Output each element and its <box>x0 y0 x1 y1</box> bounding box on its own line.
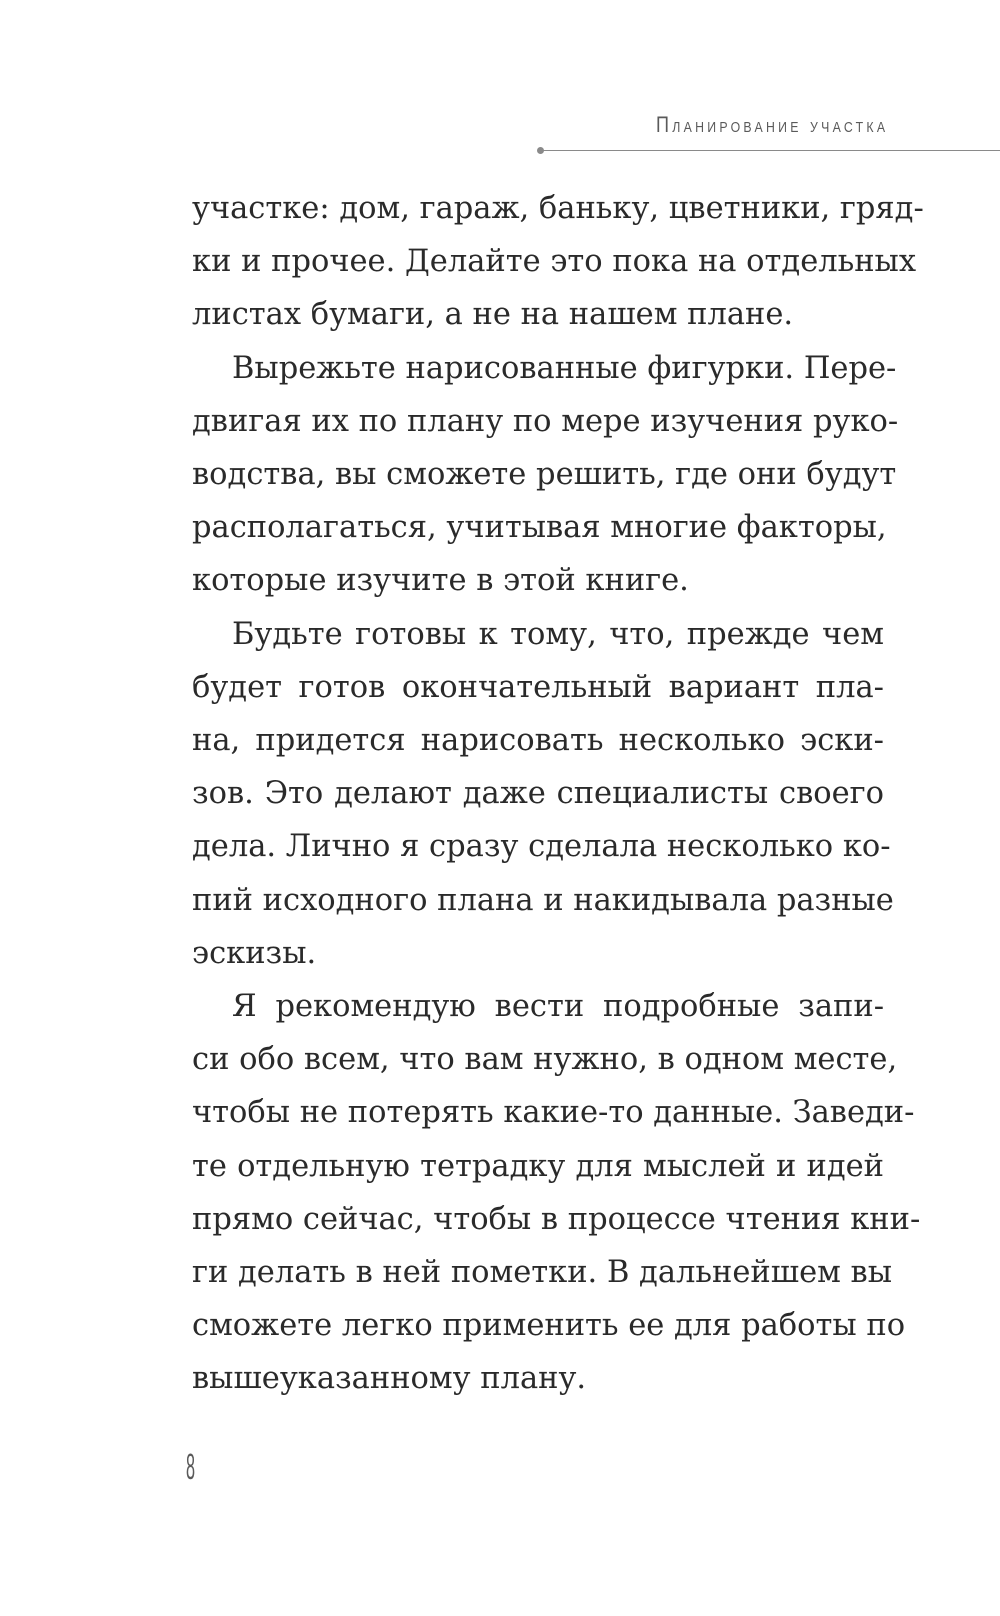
text-line: те отдельную тетрадку для мыслей и идей <box>192 1148 884 1184</box>
paragraph <box>192 608 894 980</box>
text-line: прямо сейчас, чтобы в процессе чтения кни- <box>192 1201 921 1237</box>
text-line: эскизы. <box>192 935 317 971</box>
text-line: двигая их по плану по мере изучения руко- <box>192 403 899 439</box>
text-line: вышеуказанному плану. <box>192 1361 587 1397</box>
text-line: Будьте готовы к тому, что, прежде чем <box>232 616 884 652</box>
text-line: ги делать в ней пометки. В дальнейшем вы <box>192 1255 892 1291</box>
text-line: располагаться, учитывая многие факторы, <box>192 510 887 546</box>
text-line: Я рекомендую вести подробные запи- <box>232 989 884 1025</box>
text-line: которые изучите в этой книге. <box>192 563 689 599</box>
paragraph <box>192 980 921 1406</box>
body-text <box>192 182 924 1406</box>
paragraph <box>192 182 924 342</box>
text-line: участке: дом, гараж, баньку, цветники, гряд- <box>192 191 924 226</box>
paragraph <box>192 342 899 608</box>
text-line: пий исходного плана и накидывала разные <box>192 882 894 918</box>
text-line: дела. Лично я сразу сделала несколько ко- <box>192 829 891 865</box>
header-rule <box>541 150 1000 151</box>
running-header-title: Планирование участка <box>655 112 888 137</box>
text-line: Вырежьте нарисованные фигурки. Пере- <box>232 350 897 386</box>
page-number: 8 <box>186 1446 196 1487</box>
text-line: си обо всем, что вам нужно, в одном месте, <box>192 1042 898 1078</box>
text-line: чтобы не потерять какие-то данные. Заведи- <box>192 1095 915 1131</box>
text-line: сможете легко применить ее для работы по <box>192 1308 906 1344</box>
text-line: зов. Это делают даже специалисты своего <box>192 776 884 812</box>
text-line: будет готов окончательный вариант пла- <box>192 669 884 705</box>
text-line: ки и прочее. Делайте это пока на отдельных <box>192 244 917 280</box>
text-line: листах бумаги, а не на нашем плане. <box>192 297 794 333</box>
text-line: водства, вы сможете решить, где они будут <box>192 457 897 493</box>
text-line: на, придется нарисовать несколько эски- <box>192 723 884 759</box>
